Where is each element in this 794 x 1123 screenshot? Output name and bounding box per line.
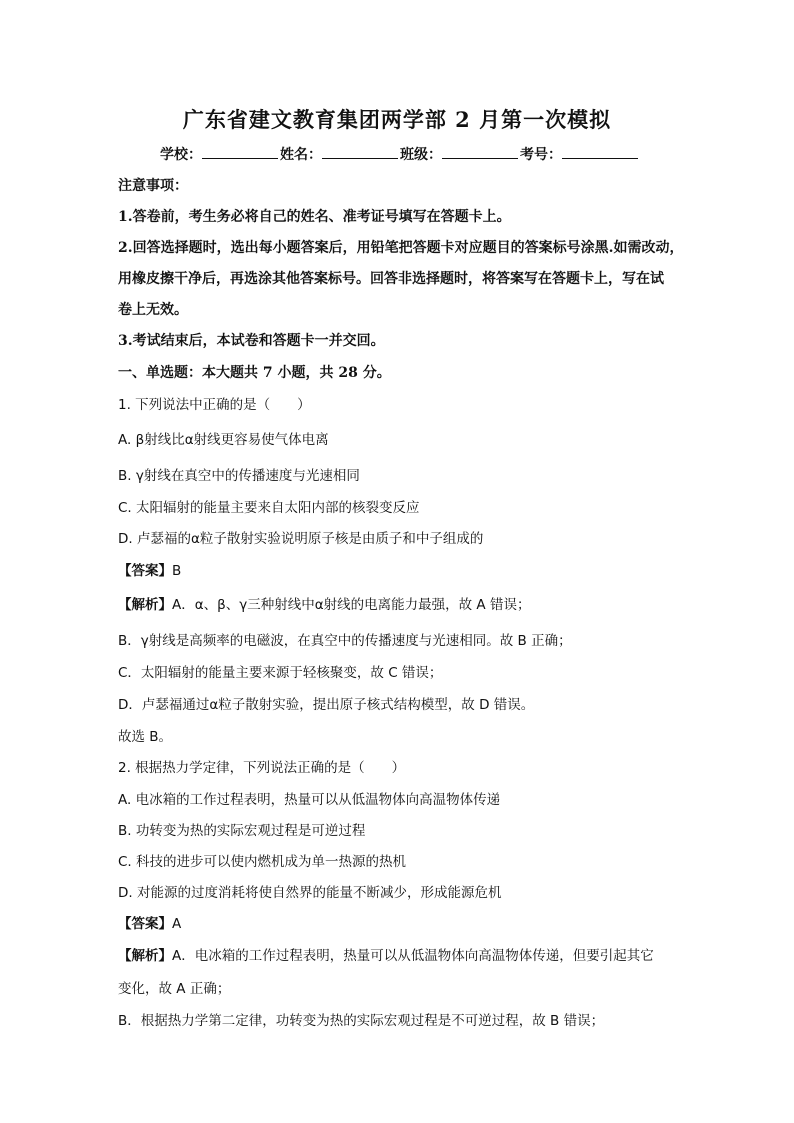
q2-analysis-tag: 【解析】: [118, 948, 172, 964]
student-info-line: [160, 144, 640, 164]
q1-analysis-2: B．γ射线是高频率的电磁波，在真空中的传播速度与光速相同。故 B 正确；: [118, 633, 572, 649]
q1-option-b: B. γ射线在真空中的传播速度与光速相同: [118, 468, 360, 484]
q1-analysis-3: C．太阳辐射的能量主要来源于轻核聚变，故 C 错误；: [118, 665, 443, 681]
school-label: 学校：: [160, 147, 202, 163]
q1-option-d: D. 卢瑟福的α粒子散射实验说明原子核是由质子和中子组成的: [118, 531, 484, 547]
notice-item-3: 3.考试结束后，本试卷和答题卡一并交回。: [118, 333, 385, 349]
q1-conclusion: 故选 B。: [118, 729, 173, 745]
q1-answer-value: B: [172, 563, 182, 579]
q1-answer: [118, 562, 680, 580]
q2-stem: 2. 根据热力学定律，下列说法正确的是（ ）: [118, 760, 406, 776]
class-blank[interactable]: [442, 144, 518, 159]
q1-answer-tag: 【答案】: [118, 563, 172, 579]
q1-analysis-1: [118, 596, 680, 614]
q2-answer-value: A: [172, 916, 182, 932]
q1-option-c: C. 太阳辐射的能量主要来自太阳内部的核裂变反应: [118, 500, 420, 516]
q2-option-b: B. 功转变为热的实际宏观过程是可逆过程: [118, 823, 366, 839]
number-blank[interactable]: [562, 144, 638, 159]
notice-item-1: 1.答卷前，考生务必将自己的姓名、准考证号填写在答题卡上。: [118, 209, 511, 225]
q2-analysis-1a: [118, 947, 680, 965]
name-blank[interactable]: [322, 144, 398, 159]
q2-answer: [118, 915, 680, 933]
notice-heading: 注意事项：: [118, 178, 188, 194]
school-blank[interactable]: [202, 144, 278, 159]
q2-analysis-1b: 变化，故 A 正确；: [118, 981, 231, 997]
q1-analysis-tag: 【解析】: [118, 597, 172, 613]
q2-option-a: A. 电冰箱的工作过程表明，热量可以从低温物体向高温物体传递: [118, 792, 501, 808]
q1-option-a: A. β射线比α射线更容易使气体电离: [118, 432, 329, 448]
number-label: 考号：: [520, 147, 562, 163]
q2-analysis-1a-text: A．电冰箱的工作过程表明，热量可以从低温物体向高温物体传递，但要引起其它: [172, 948, 654, 964]
q1-analysis-4: D．卢瑟福通过α粒子散射实验，提出原子核式结构模型，故 D 错误。: [118, 697, 535, 713]
notice-item-2c: 卷上无效。: [118, 302, 188, 318]
class-label: 班级：: [400, 147, 442, 163]
q1-analysis-1-text: A．α、β、γ三种射线中α射线的电离能力最强，故 A 错误；: [172, 597, 531, 613]
page-title: 广东省建文教育集团两学部 2 月第一次模拟: [182, 107, 612, 132]
notice-item-2a: 2.回答选择题时，选出每小题答案后，用铅笔把答题卡对应题目的答案标号涂黑.如需改动，: [118, 240, 684, 256]
q2-analysis-2: B．根据热力学第二定律，功转变为热的实际宏观过程是不可逆过程，故 B 错误；: [118, 1013, 605, 1029]
section-heading: 一、单选题：本大题共 7 小题，共 28 分。: [118, 365, 391, 381]
q1-stem: 1. 下列说法中正确的是（ ）: [118, 397, 311, 413]
notice-item-2b: 用橡皮擦干净后，再选涂其他答案标号。回答非选择题时，将答案写在答题卡上，写在试: [118, 271, 664, 287]
name-label: 姓名：: [280, 147, 322, 163]
q2-answer-tag: 【答案】: [118, 916, 172, 932]
q2-option-d: D. 对能源的过度消耗将使自然界的能量不断减少，形成能源危机: [118, 885, 502, 901]
q2-option-c: C. 科技的进步可以使内燃机成为单一热源的热机: [118, 854, 407, 870]
